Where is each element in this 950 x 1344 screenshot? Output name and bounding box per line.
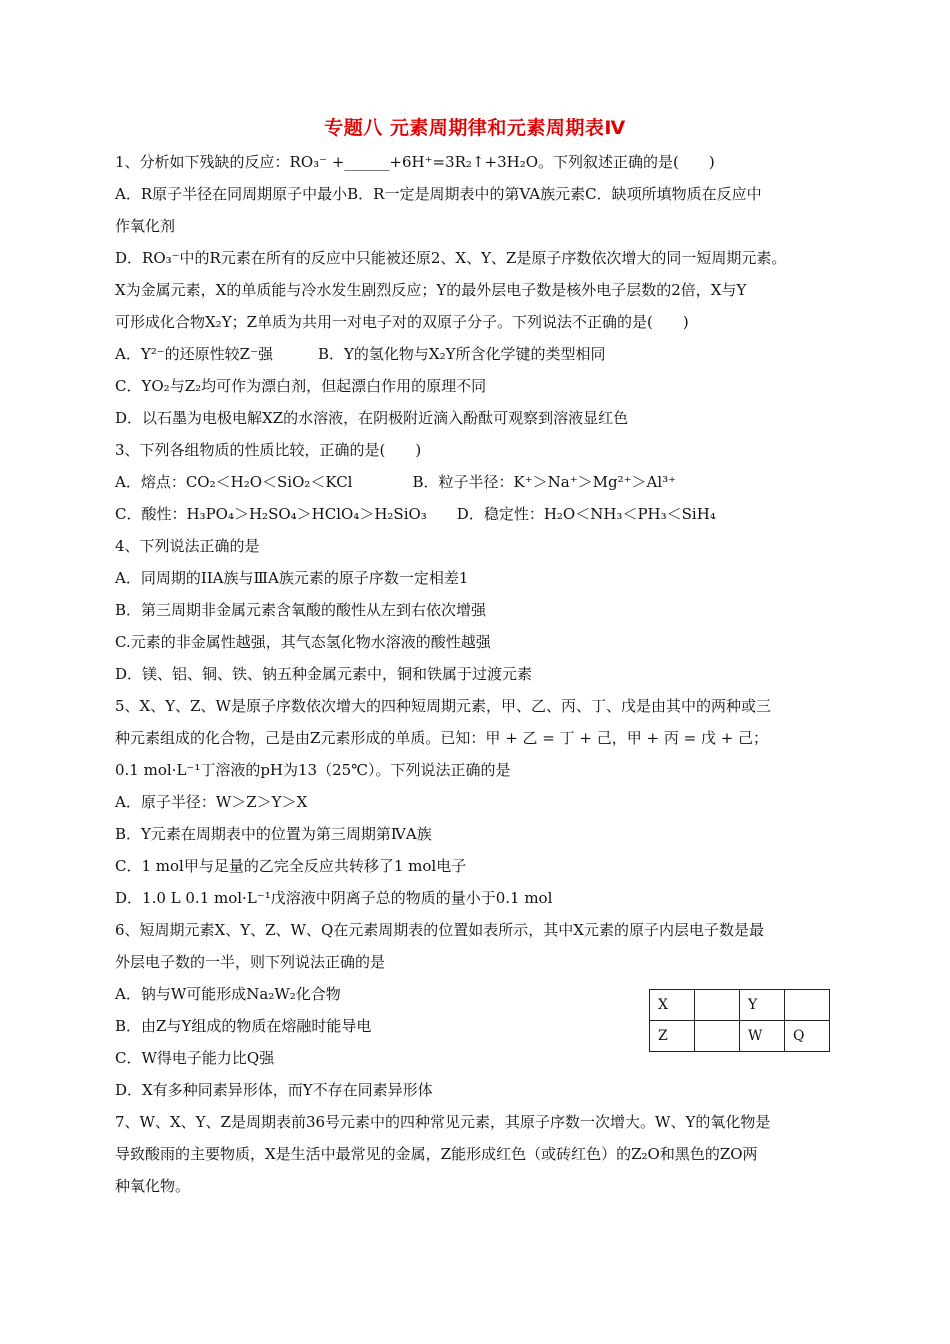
- text-line: B．第三周期非金属元素含氧酸的酸性从左到右依次增强: [115, 601, 487, 619]
- table-row: [650, 1021, 830, 1052]
- text-line: A．钠与W可能形成Na₂W₂化合物: [115, 985, 341, 1003]
- text-line: B．由Z与Y组成的物质在熔融时能导电: [115, 1017, 372, 1035]
- page-title: 专题八 元素周期律和元素周期表Ⅳ: [324, 117, 626, 139]
- text-line: D．镁、铝、铜、铁、钠五种金属元素中，铜和铁属于过渡元素: [115, 665, 533, 683]
- text-line: D．以石墨为电极电解XZ的水溶液，在阴极附近滴入酚酞可观察到溶液显红色: [115, 409, 629, 427]
- text-line: D．X有多种同素异形体，而Y不存在同素异形体: [115, 1081, 433, 1099]
- text-line: A．熔点：CO₂＜H₂O＜SiO₂＜KCl B．粒子半径：K⁺＞Na⁺＞Mg²⁺＞Al³⁺: [115, 473, 677, 491]
- text-line: 0.1 mol·L⁻¹丁溶液的pH为13（25℃）。下列说法正确的是: [115, 761, 511, 779]
- text-line: A．同周期的IIA族与ⅢA族元素的原子序数一定相差1: [115, 569, 469, 587]
- table-cell: [695, 1021, 740, 1052]
- text-line: A．原子半径：W＞Z＞Y＞X: [115, 793, 308, 811]
- text-line: 6、短周期元素X、Y、Z、W、Q在元素周期表的位置如表所示，其中X元素的原子内层电子数是最: [115, 921, 764, 939]
- text-line: A．Y²⁻的还原性较Z⁻强 B．Y的氢化物与X₂Y所含化学键的类型相同: [115, 345, 606, 363]
- text-line: 1、分析如下残缺的反应：RO₃⁻ +______+6H⁺=3R₂↑+3H₂O。下列叙述正确的是( ): [115, 153, 715, 171]
- text-line: C.元素的非金属性越强，其气态氢化物水溶液的酸性越强: [115, 633, 491, 651]
- table-cell: Q: [785, 1021, 830, 1052]
- table-cell: W: [740, 1021, 785, 1052]
- text-line: C．W得电子能力比Q强: [115, 1049, 275, 1067]
- table-cell: X: [650, 990, 695, 1021]
- text-line: 4、下列说法正确的是: [115, 537, 260, 555]
- periodic-position-table: [649, 989, 830, 1052]
- text-line: C．酸性：H₃PO₄＞H₂SO₄＞HClO₄＞H₂SiO₃ D．稳定性：H₂O＜NH₃＜PH₃＜SiH₄: [115, 505, 716, 523]
- text-line: A．R原子半径在同周期原子中最小B．R一定是周期表中的第VA族元素C．缺项所填物质在反应中: [115, 185, 762, 203]
- text-line: C．1 mol甲与足量的乙完全反应共转移了1 mol电子: [115, 857, 467, 875]
- text-line: D．RO₃⁻中的R元素在所有的反应中只能被还原2、X、Y、Z是原子序数依次增大的同一短周期元素。: [115, 249, 787, 267]
- table-cell: [785, 990, 830, 1021]
- text-line: 可形成化合物X₂Y；Z单质为共用一对电子对的双原子分子。下列说法不正确的是( ): [115, 313, 689, 331]
- table-cell: Z: [650, 1021, 695, 1052]
- text-line: 外层电子数的一半，则下列说法正确的是: [115, 953, 386, 971]
- text-line: 种氧化物。: [115, 1177, 191, 1195]
- table-cell: [695, 990, 740, 1021]
- table-row: [650, 990, 830, 1021]
- text-line: X为金属元素，X的单质能与冷水发生剧烈反应；Y的最外层电子数是核外电子层数的2倍，X与Y: [115, 281, 747, 299]
- text-line: 3、下列各组物质的性质比较，正确的是( ): [115, 441, 422, 459]
- text-line: 种元素组成的化合物，己是由Z元素形成的单质。已知：甲 + 乙 = 丁 + 己，甲 + 丙 = 戊 + 己；: [115, 729, 769, 747]
- text-line: 作氧化剂: [115, 217, 176, 235]
- text-line: 5、X、Y、Z、W是原子序数依次增大的四种短周期元素，甲、乙、丙、丁、戊是由其中的两种或三: [115, 697, 771, 715]
- text-line: 7、W、X、Y、Z是周期表前36号元素中的四种常见元素，其原子序数一次增大。W、Y的氧化物是: [115, 1113, 771, 1131]
- text-line: D．1.0 L 0.1 mol·L⁻¹戊溶液中阴离子总的物质的量小于0.1 mol: [115, 889, 553, 907]
- table-cell: Y: [740, 990, 785, 1021]
- text-line: B．Y元素在周期表中的位置为第三周期第ⅣA族: [115, 825, 432, 843]
- text-line: C．YO₂与Z₂均可作为漂白剂，但起漂白作用的原理不同: [115, 377, 487, 395]
- text-line: 导致酸雨的主要物质，X是生活中最常见的金属，Z能形成红色（或砖红色）的Z₂O和黑色的ZO两: [115, 1145, 758, 1163]
